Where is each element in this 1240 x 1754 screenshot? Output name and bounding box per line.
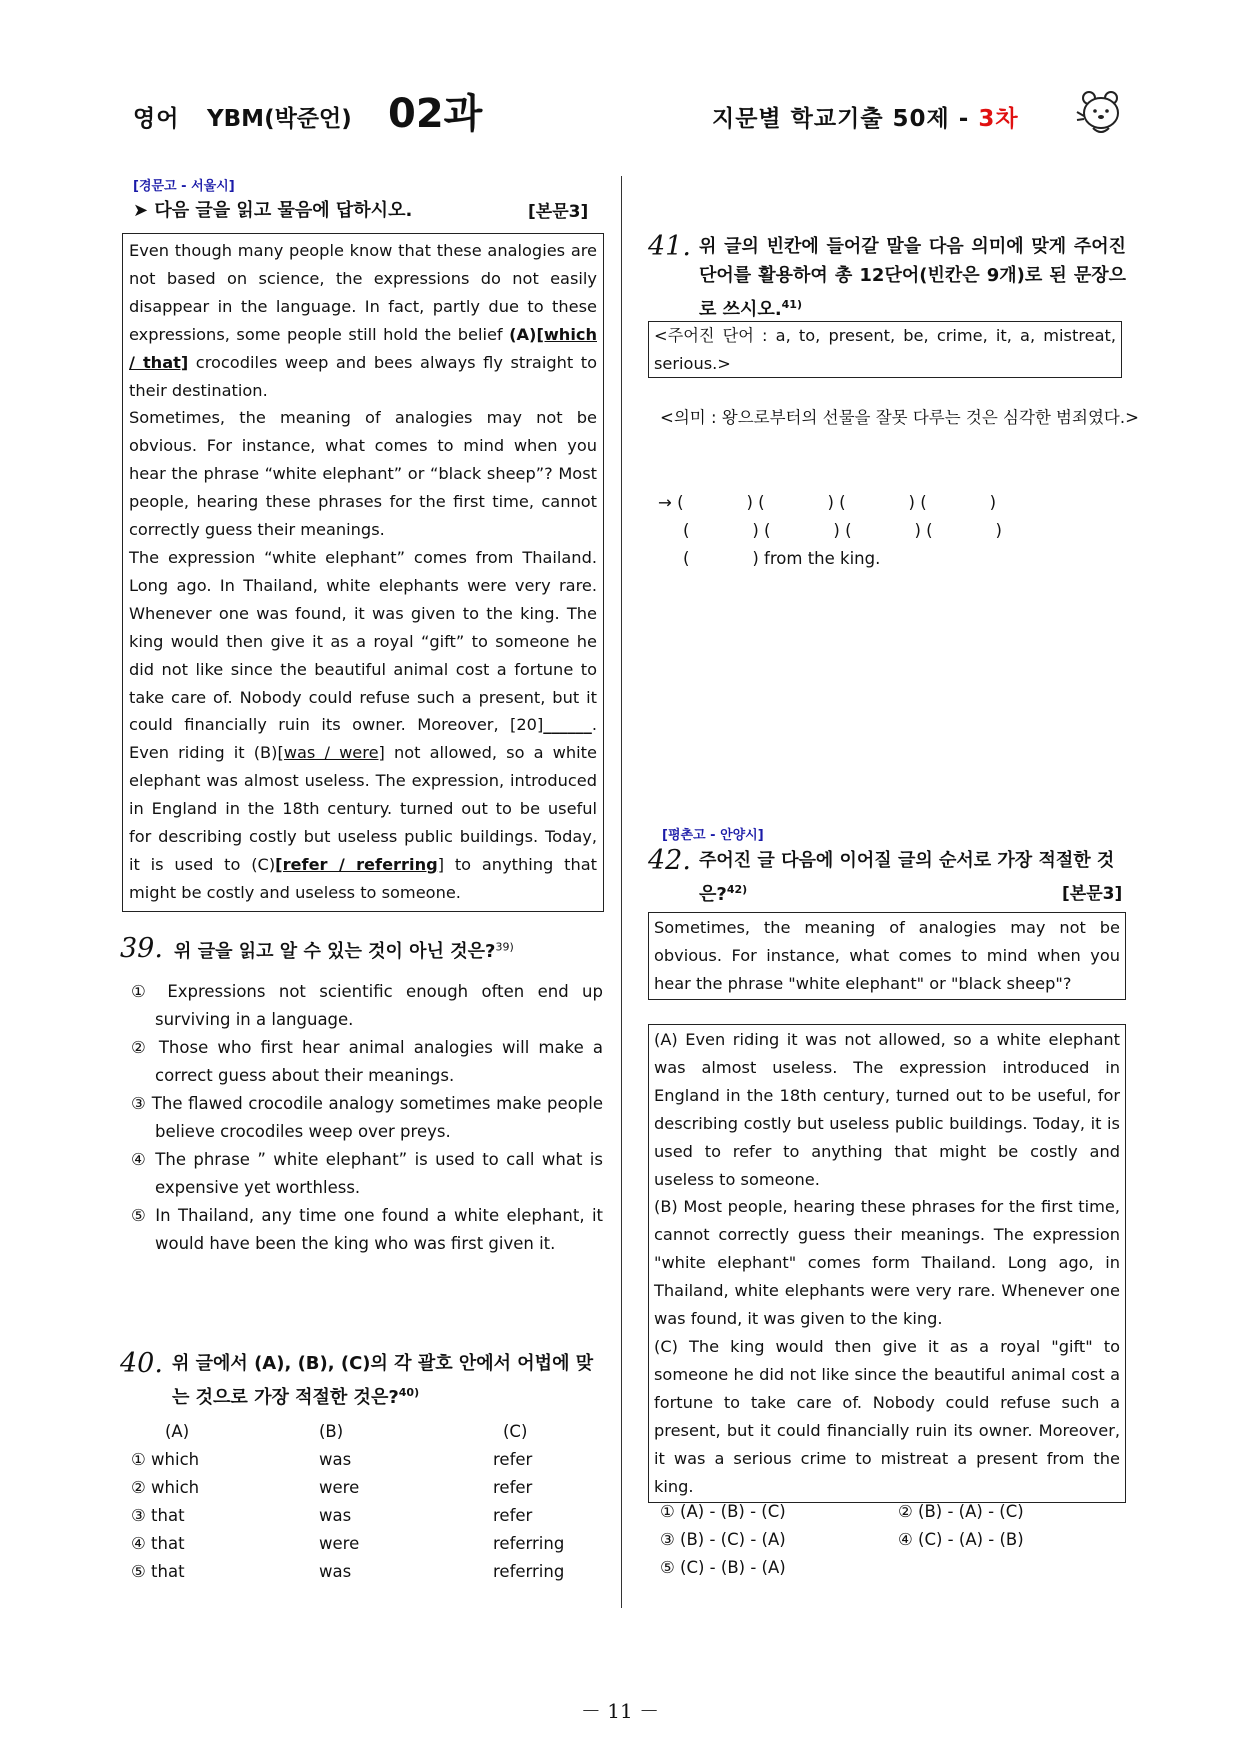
passage-part-c: (C) The king would then give it as a royal "gift" to someone he did not like since the beautiful animal cost a fortune to take care of. Nobody could refuse such a present, but it could financially ruin its owner. Moreover, it was a serious crime to mistreat a present from the king.	[654, 1336, 1120, 1496]
table-row[interactable]	[131, 1445, 564, 1473]
table-cell: referring	[493, 1533, 565, 1553]
passage-paragraph-1	[129, 237, 597, 404]
blank-20: ______	[543, 715, 592, 735]
footnote-ref: 40)	[398, 1386, 420, 1399]
exam-set-prefix: 지문별 학교기출 50제 -	[712, 106, 979, 132]
options-42	[660, 1498, 1130, 1582]
passage-text: Even though many people know that these analogies are not based on science, the expressions do not easily disappear in the language. In fact, partly due to these expressions, some people still hold the belief	[129, 241, 597, 344]
answer-line-1[interactable]: → ( ) ( ) ( ) ( )	[658, 493, 997, 512]
passage-text: crocodiles weep and bees always fly straight to their destination.	[129, 352, 597, 400]
question-39	[120, 933, 605, 966]
table-cell: was	[319, 1561, 352, 1581]
table-cell: was	[319, 1449, 352, 1469]
column-header: (C)	[503, 1421, 528, 1441]
passage-text: not allowed, so a white elephant was almost useless. The expression, introduced in England in the 18th century. turned out to be useful for describing costly but useless public buildings. Today, it is used to (C)	[129, 743, 597, 874]
option-2[interactable]: ② Those who first hear animal analogies will make a correct guess about their meanings.	[131, 1038, 603, 1085]
table-cell: were	[319, 1533, 360, 1553]
subject-label: 영어	[133, 106, 180, 132]
table-cell: refer	[493, 1505, 533, 1525]
table-cell: ② which	[131, 1477, 200, 1497]
option-2[interactable]: ② (B) - (A) - (C)	[898, 1502, 1024, 1521]
options-row-1	[660, 1498, 1130, 1526]
question-41	[648, 232, 1126, 324]
table-cell: ③ that	[131, 1505, 185, 1525]
table-cell: were	[319, 1477, 360, 1497]
footnote-ref: 39)	[495, 940, 514, 954]
lesson-title: 02과	[388, 91, 483, 137]
column-divider	[621, 176, 622, 1608]
question-text	[172, 1349, 605, 1412]
section-tag-left: [본문3]	[528, 202, 589, 222]
table-cell: refer	[493, 1449, 533, 1469]
choice-c: [refer / referring	[275, 854, 438, 874]
option-1[interactable]: ① Expressions not scientific enough often end up surviving in a language.	[131, 982, 603, 1029]
source-label-left: [경문고 - 서울시]	[133, 179, 235, 194]
option-4[interactable]: ④ (C) - (A) - (B)	[898, 1530, 1024, 1549]
given-words-box: <주어진 단어 : a, to, present, be, crime, it, a, mistreat, serious.>	[648, 321, 1122, 378]
bear-mascot-icon	[1075, 86, 1127, 138]
table-cell: ① which	[131, 1449, 200, 1469]
passage-part-b: (B) Most people, hearing these phrases for the first time, cannot correctly guess their meanings. The expression "white elephant" comes form Thailand. Long ago, in Thailand, white elephants were very rare. Whenever one was found, it was given to the king.	[654, 1197, 1120, 1329]
instruction: ➤ 다음 글을 읽고 물음에 답하시오.	[133, 200, 413, 221]
answer-table-40	[131, 1417, 564, 1585]
table-cell: ④ that	[131, 1533, 185, 1553]
table-row[interactable]	[131, 1473, 564, 1501]
question-number: 40.	[120, 1348, 163, 1379]
blank-label-a: (A)	[509, 324, 537, 344]
question-text-body: 위 글에서 (A), (B), (C)의 각 괄호 안에서 어법에 맞는 것으로 가장 적절한 것은?	[172, 1353, 594, 1408]
column-header: (A)	[165, 1421, 190, 1441]
page-number: － 11 －	[580, 1699, 660, 1723]
passage-paragraph-2: Sometimes, the meaning of analogies may not be obvious. For instance, what comes to mind when you hear the phrase “white elephant” or “black sheep”? Most people, hearing these phrases for the first time, cannot correctly guess their meanings.	[129, 408, 597, 540]
option-5[interactable]: ⑤ (C) - (B) - (A)	[660, 1558, 786, 1577]
table-row[interactable]	[131, 1529, 564, 1557]
given-passage-box: Sometimes, the meaning of analogies may not be obvious. For instance, what comes to mind when you hear the phrase "white elephant" or "black sheep"?	[648, 912, 1126, 1000]
passage-part-a: (A) Even riding it was not allowed, so a white elephant was almost useless. The expression introduced in England in the 18th century, turned out to be useful, for describing costly but useless public buildings. Today, it is used to refer to anything that might be costly and useless to someone.	[654, 1030, 1120, 1189]
table-cell: refer	[493, 1477, 533, 1497]
table-row[interactable]	[131, 1501, 564, 1529]
passage-text: The expression “white elephant” comes from Thailand. Long ago. In Thailand, white elephants were very rare. Whenever one was found, it was given to the king. The king would then give it as a royal “gift” to someone he did not like since the beautiful animal cost a fortune to take care of. Nobody could refuse such a present, but it could financially ruin its owner. Moreover, [20]	[129, 547, 597, 735]
question-number: 41.	[648, 231, 691, 262]
question-text: 위 글을 읽고 알 수 있는 것이 아닌 것은?	[174, 941, 496, 962]
passage-text: . Even riding it (B)	[129, 715, 597, 763]
meaning-text: <의미 : 왕으로부터의 선물을 잘못 다루는 것은 심각한 범죄였다.>	[660, 408, 1139, 427]
option-4[interactable]: ④ The phrase ” white elephant” is used to call what is expensive yet worthless.	[131, 1150, 603, 1197]
question-text	[699, 232, 1126, 324]
footnote-ref: 41)	[781, 298, 802, 311]
question-text-body: 주어진 글 다음에 이어질 글의 순서로 가장 적절한 것은?	[699, 850, 1115, 905]
question-number: 42.	[648, 845, 691, 876]
table-cell: referring	[493, 1561, 565, 1581]
table-cell: was	[319, 1505, 352, 1525]
passage-box	[122, 233, 604, 912]
table-header-row	[131, 1417, 564, 1445]
footnote-ref: 42)	[726, 883, 748, 896]
ordering-passage-box	[648, 1024, 1126, 1503]
option-5[interactable]: ⑤ In Thailand, any time one found a white elephant, it would have been the king who was first given it.	[131, 1206, 603, 1253]
answer-line-3[interactable]: ( ) from the king.	[683, 549, 881, 568]
question-42	[648, 846, 1126, 909]
exam-set-title	[712, 100, 1019, 133]
options-row-2	[660, 1526, 1130, 1554]
book-label: YBM(박준언)	[207, 106, 352, 132]
passage-text: ] to anything that might be costly and useless to someone.	[129, 854, 597, 902]
exam-round: 3차	[978, 106, 1019, 132]
column-header: (B)	[319, 1421, 344, 1441]
source-label-right: [평촌고 - 안양시]	[662, 828, 764, 843]
options-39	[131, 978, 603, 1258]
option-1[interactable]: ① (A) - (B) - (C)	[660, 1502, 786, 1521]
table-cell: ⑤ that	[131, 1561, 185, 1581]
option-3[interactable]: ③ (B) - (C) - (A)	[660, 1530, 786, 1549]
choice-a: [which / that]	[129, 324, 597, 372]
passage-paragraph-3	[129, 544, 597, 907]
choice-b: [was / were]	[277, 743, 385, 763]
answer-line-2[interactable]: ( ) ( ) ( ) ( )	[683, 521, 1002, 540]
question-number: 39.	[120, 933, 163, 964]
options-row-3	[660, 1554, 1130, 1582]
question-text-body: 위 글의 빈칸에 들어갈 말을 다음 의미에 맞게 주어진 단어를 활용하여 총 12단어(빈칸은 9개)로 된 문장으로 쓰시오.	[699, 236, 1126, 320]
option-3[interactable]: ③ The flawed crocodile analogy sometimes make people believe crocodiles weep over preys.	[131, 1094, 603, 1141]
section-tag-right: [본문3]	[1062, 884, 1123, 904]
table-row[interactable]	[131, 1557, 564, 1585]
question-40	[120, 1349, 605, 1412]
